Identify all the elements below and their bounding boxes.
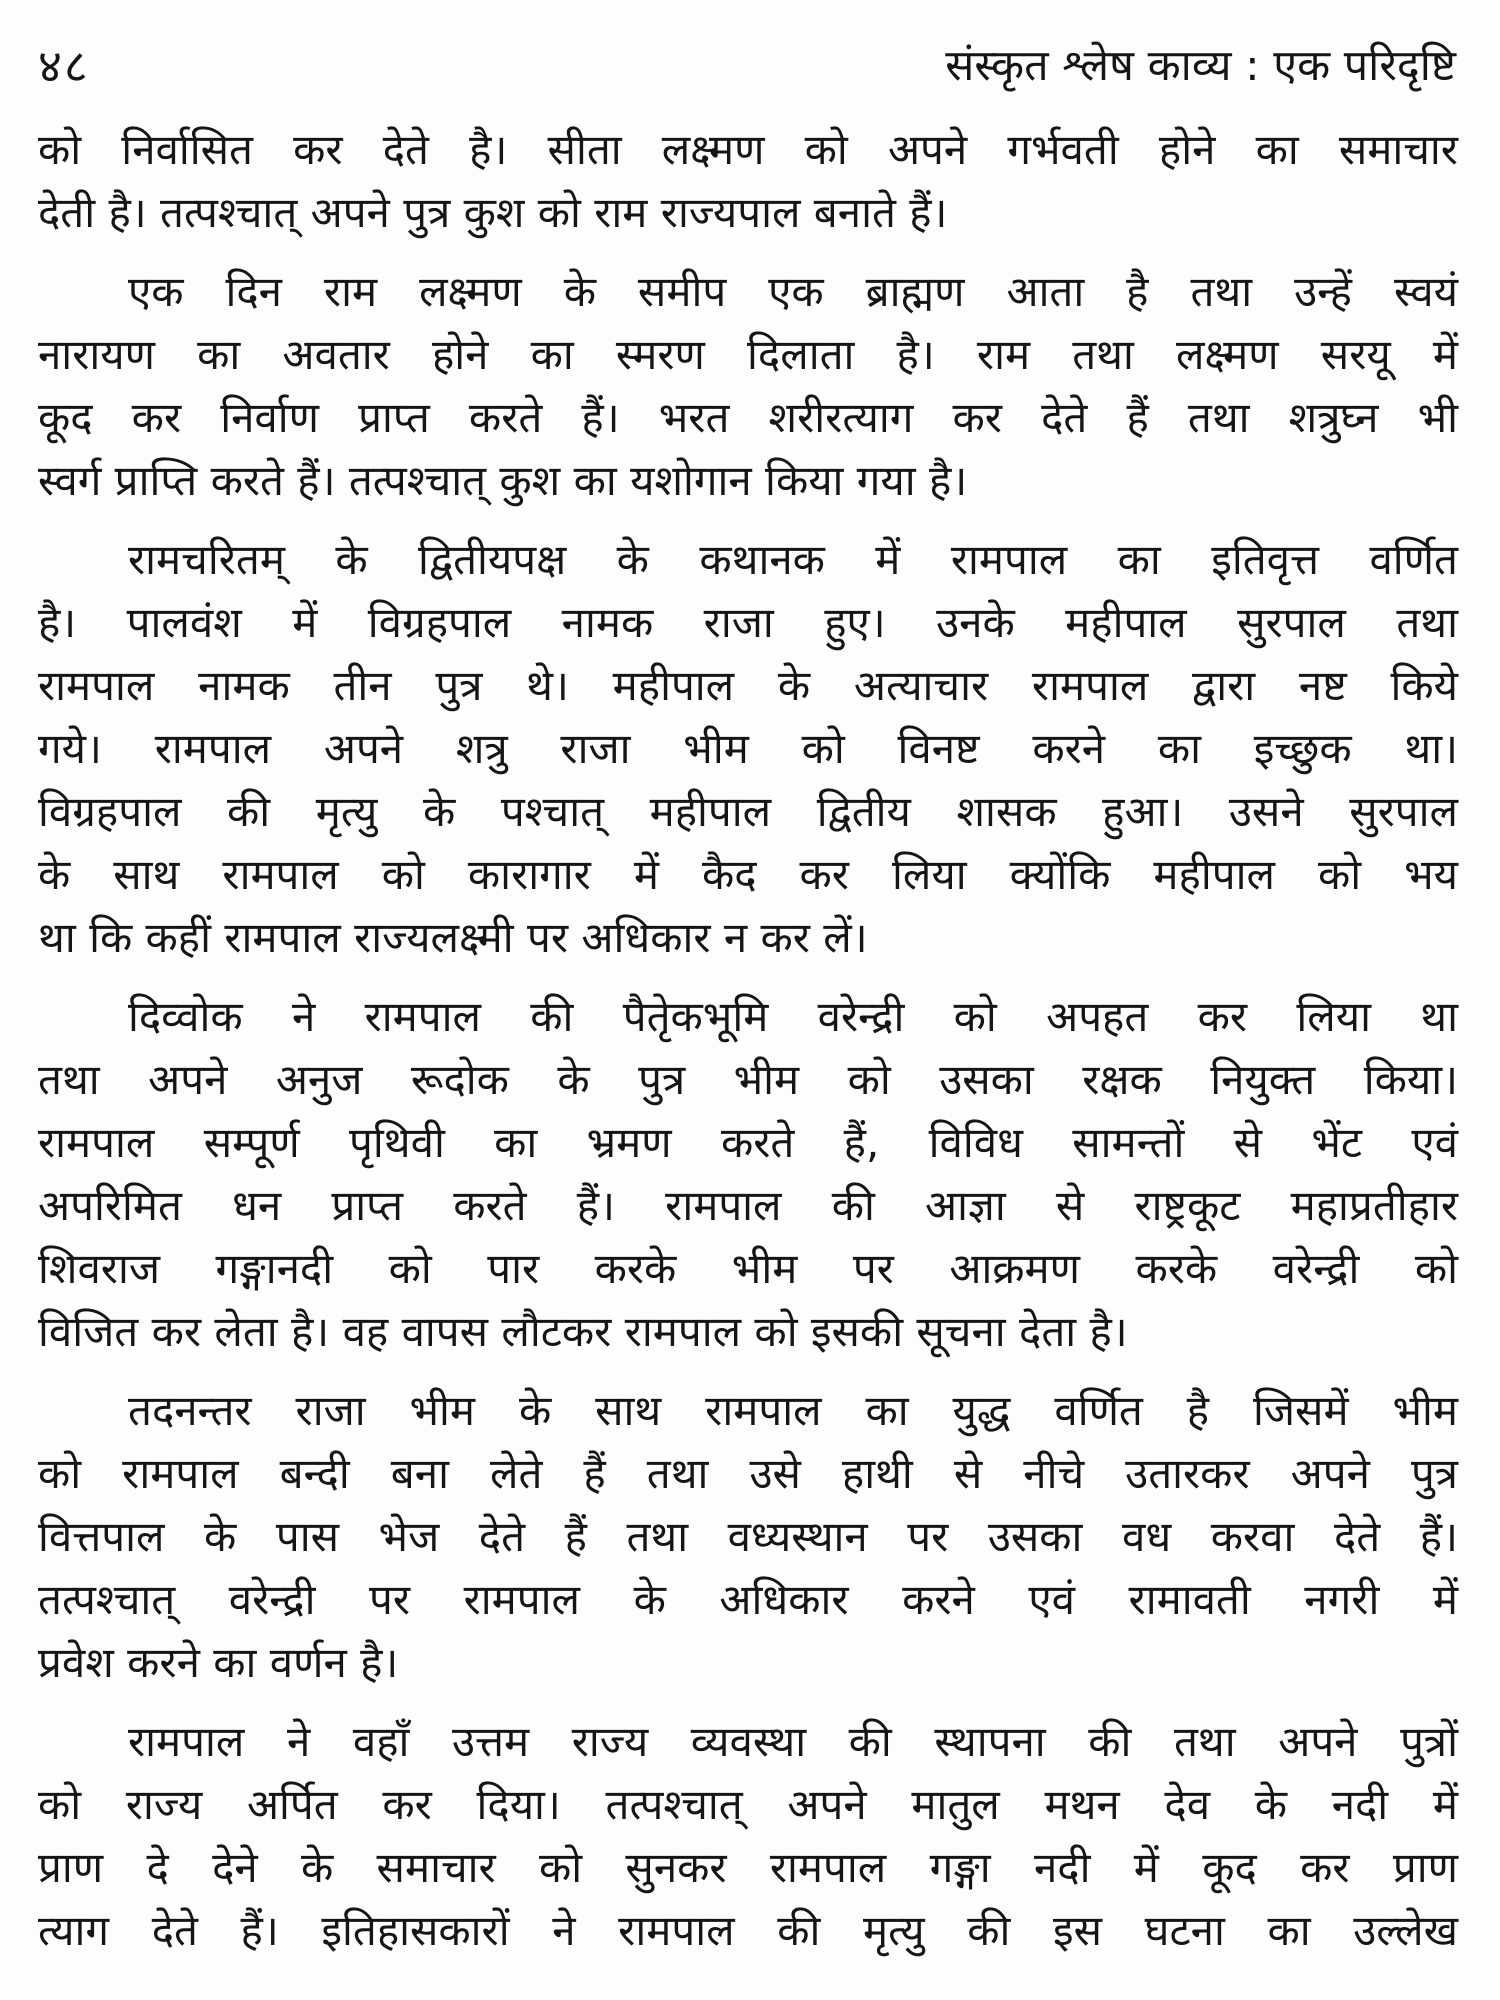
text-line: शिवराज गङ्गानदी को पार करके भीम पर आक्रमण करके वरेन्द्री को [38, 1244, 1458, 1293]
text-line: रामपाल ने वहाँ उत्तम राज्य व्यवस्था की स्थापना की तथा अपने पुत्रों [128, 1717, 1458, 1766]
text-line: दिव्वोक ने रामपाल की पैतृेकभूमि वरेन्द्री को अपहत कर लिया था [128, 992, 1458, 1041]
text-line: एक दिन राम लक्ष्मण के समीप एक ब्राह्मण आता है तथा उन्हें स्वयं [128, 267, 1458, 316]
text-line: तथा अपने अनुज रूदोक के पुत्र भीम को उसका रक्षक नियुक्त किया। [38, 1055, 1458, 1104]
text-line: प्रवेश करने का वर्णन है। [38, 1638, 399, 1687]
text-line: देती है। तत्पश्चात् अपने पुत्र कुश को राम राज्यपाल बनाते हैं। [38, 188, 948, 237]
text-line: रामपाल नामक तीन पुत्र थे। महीपाल के अत्याचार रामपाल द्वारा नष्ट किये [38, 661, 1458, 710]
text-line: गये। रामपाल अपने शत्रु राजा भीम को विनष्ट करने का इच्छुक था। [38, 724, 1458, 773]
paragraph [38, 260, 1458, 512]
text-line: रामपाल सम्पूर्ण पृथिवी का भ्रमण करते हैं, विविध सामन्तों से भेंट एवं [38, 1118, 1458, 1167]
text-line: तत्पश्चात् वरेन्द्री पर रामपाल के अधिकार करने एवं रामावती नगरी में [38, 1575, 1458, 1624]
text-line: तदनन्तर राजा भीम के साथ रामपाल का युद्ध वर्णित है जिसमें भीम [128, 1386, 1458, 1435]
page-header [38, 36, 1456, 96]
paragraph [38, 118, 1458, 244]
text-line: को निर्वासित कर देते है। सीता लक्ष्मण को अपने गर्भवती होने का समाचार [38, 125, 1458, 174]
page-number: ४८ [38, 39, 90, 93]
text-line: है। पालवंश में विग्रहपाल नामक राजा हुए। उनके महीपाल सुरपाल तथा [38, 598, 1458, 647]
text-line: वित्तपाल के पास भेज देते हैं तथा वध्यस्थान पर उसका वध करवा देते हैं। [38, 1512, 1458, 1561]
text-line: को राज्य अर्पित कर दिया। तत्पश्चात् अपने मातुल मथन देव के नदी में [38, 1780, 1458, 1829]
text-line: विजित कर लेता है। वह वापस लौटकर रामपाल को इसकी सूचना देता है। [38, 1307, 1128, 1356]
text-line: रामचरितम् के द्वितीयपक्ष के कथानक में रामपाल का इतिवृत्त वर्णित [128, 535, 1458, 584]
text-line: विग्रहपाल की मृत्यु के पश्चात् महीपाल द्वितीय शासक हुआ। उसने सुरपाल [38, 787, 1458, 836]
text-line: को रामपाल बन्दी बना लेते हैं तथा उसे हाथी से नीचे उतारकर अपने पुत्र [38, 1449, 1458, 1498]
text-line: त्याग देते हैं। इतिहासकारों ने रामपाल की मृत्यु की इस घटना का उल्लेख [38, 1906, 1458, 1955]
text-line: नारायण का अवतार होने का स्मरण दिलाता है। राम तथा लक्ष्मण सरयू में [38, 330, 1458, 379]
text-line: था कि कहीं रामपाल राज्यलक्ष्मी पर अधिकार न कर लें। [38, 913, 868, 962]
text-line: प्राण दे देने के समाचार को सुनकर रामपाल गङ्गा नदी में कूद कर प्राण [38, 1843, 1458, 1892]
paragraph [38, 1710, 1458, 1962]
page-body [38, 118, 1458, 1962]
text-line: के साथ रामपाल को कारागार में कैद कर लिया क्योंकि महीपाल को भय [38, 850, 1458, 899]
paragraph [38, 1379, 1458, 1694]
text-line: कूद कर निर्वाण प्राप्त करते हैं। भरत शरीरत्याग कर देते हैं तथा शत्रुघ्न भी [38, 393, 1458, 442]
running-title: संस्कृत श्लेष काव्य : एक परिदृष्टि [945, 41, 1456, 91]
paragraph [38, 528, 1458, 969]
text-line: स्वर्ग प्राप्ति करते हैं। तत्पश्चात् कुश का यशोगान किया गया है। [38, 456, 968, 505]
paragraph [38, 985, 1458, 1363]
text-line: अपरिमित धन प्राप्त करते हैं। रामपाल की आज्ञा से राष्ट्रकूट महाप्रतीहार [38, 1181, 1458, 1230]
